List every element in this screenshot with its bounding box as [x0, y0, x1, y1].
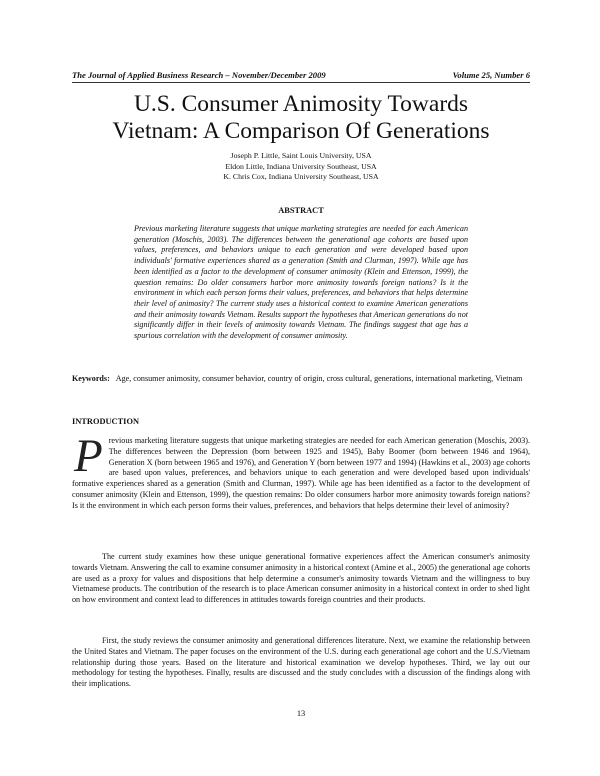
paper-title — [72, 91, 530, 145]
title-line-2: Vietnam: A Comparison Of Generations — [112, 118, 490, 144]
title-line-1: U.S. Consumer Animosity Towards — [133, 91, 469, 117]
author-1: Joseph P. Little, Saint Louis University, USA — [230, 151, 372, 160]
drop-cap: P — [74, 430, 103, 482]
abstract-heading: ABSTRACT — [278, 206, 324, 215]
abstract-text: Previous marketing literature suggests that unique marketing strategies are needed for each American generation (Moschis, 2003). The differences between the generational age cohorts are based upon values, preferences, and behaviors unique to each generation and were developed based upon individuals' formative experiences shared as a generation (Smith and Clurman, 1997). While age has been identified as a factor to the development of consumer animosity (Klein and Ettenson, 1999), the question remains: Do older consumers harbor more animosity towards foreign nations? Is it the environment in which each person forms their values, preferences, and behaviors that helps determine their level of animosity? The current study uses a historical context to examine American generations and their animosity towards Vietnam. Results support the hypotheses that American generations do not significantly differ in their levels of animosity towards Vietnam. The findings suggest that age has a spurious correlation with the development of consumer animosity. — [134, 224, 468, 341]
keywords-text: Age, consumer animosity, consumer behavior, country of origin, cross cultural, generations, international marketing, Vietnam — [115, 374, 523, 383]
author-list — [72, 151, 530, 183]
introduction-paragraph-3: First, the study reviews the consumer animosity and generational differences literature. Next, we examine the relationship between the United States and Vietnam. The paper focuses on the environment of the U.S. during each generational age cohort and the U.S./Vietnam relationship during those years. Based on the literature and historical examination we develop hypotheses. Third, we lay out our methodology for testing the hypotheses. Finally, results are discussed and the study concludes with a discussion of the findings along with their implications. — [72, 636, 530, 689]
author-2: Eldon Little, Indiana University Southeast, USA — [225, 161, 377, 171]
keywords-label: Keywords: — [72, 374, 110, 383]
introduction-heading: INTRODUCTION — [72, 417, 140, 426]
introduction-paragraph-2: The current study examines how these unique generational formative experiences affect the American consumer's animosity towards Vietnam. Answering the call to examine consumer animosity in a historical context (Amine et al., 2005) the generational age cohorts are used as a proxy for values and dispositions that help determine a consumer's animosity towards Vietnam and the willingness to buy Vietnamese products. The contribution of the research is to place American consumer animosity in a historical context in order to shed light on how environment and context lead to differences in attitudes towards foreign countries and their products. — [72, 552, 530, 605]
introduction-paragraph-1 — [72, 430, 530, 512]
keywords — [72, 374, 530, 385]
running-header — [72, 70, 530, 83]
journal-name: The Journal of Applied Business Research – November/December 2009 — [72, 70, 326, 80]
volume-number: Volume 25, Number 6 — [452, 70, 530, 80]
page-number: 13 — [296, 709, 306, 718]
paragraph-1-text: revious marketing literature suggests that unique marketing strategies are needed for each American generation (Moschis, 2003). The differences between the Depression (born between 1925 and 1945), Baby Boomer (born between 1946 and 1964), Generation X (born between 1965 and 1976), and Generation Y (born between 1977 and 1994) (Hawkins et al., 2003) age cohorts are based upon values, preferences, and behaviors unique to each generation and were developed based upon individuals' formative experiences shared as a generation (Smith and Clurman, 1997). While age has been identified as a factor to the development of consumer animosity (Klein and Ettenson, 1999), the question remains: Do older consumers harbor more animosity towards foreign nations? Is it the environment in which each person forms their values, preferences, and behaviors that helps determine their level of animosity? — [72, 436, 530, 510]
author-3: K. Chris Cox, Indiana University Southeast, USA — [223, 172, 379, 182]
